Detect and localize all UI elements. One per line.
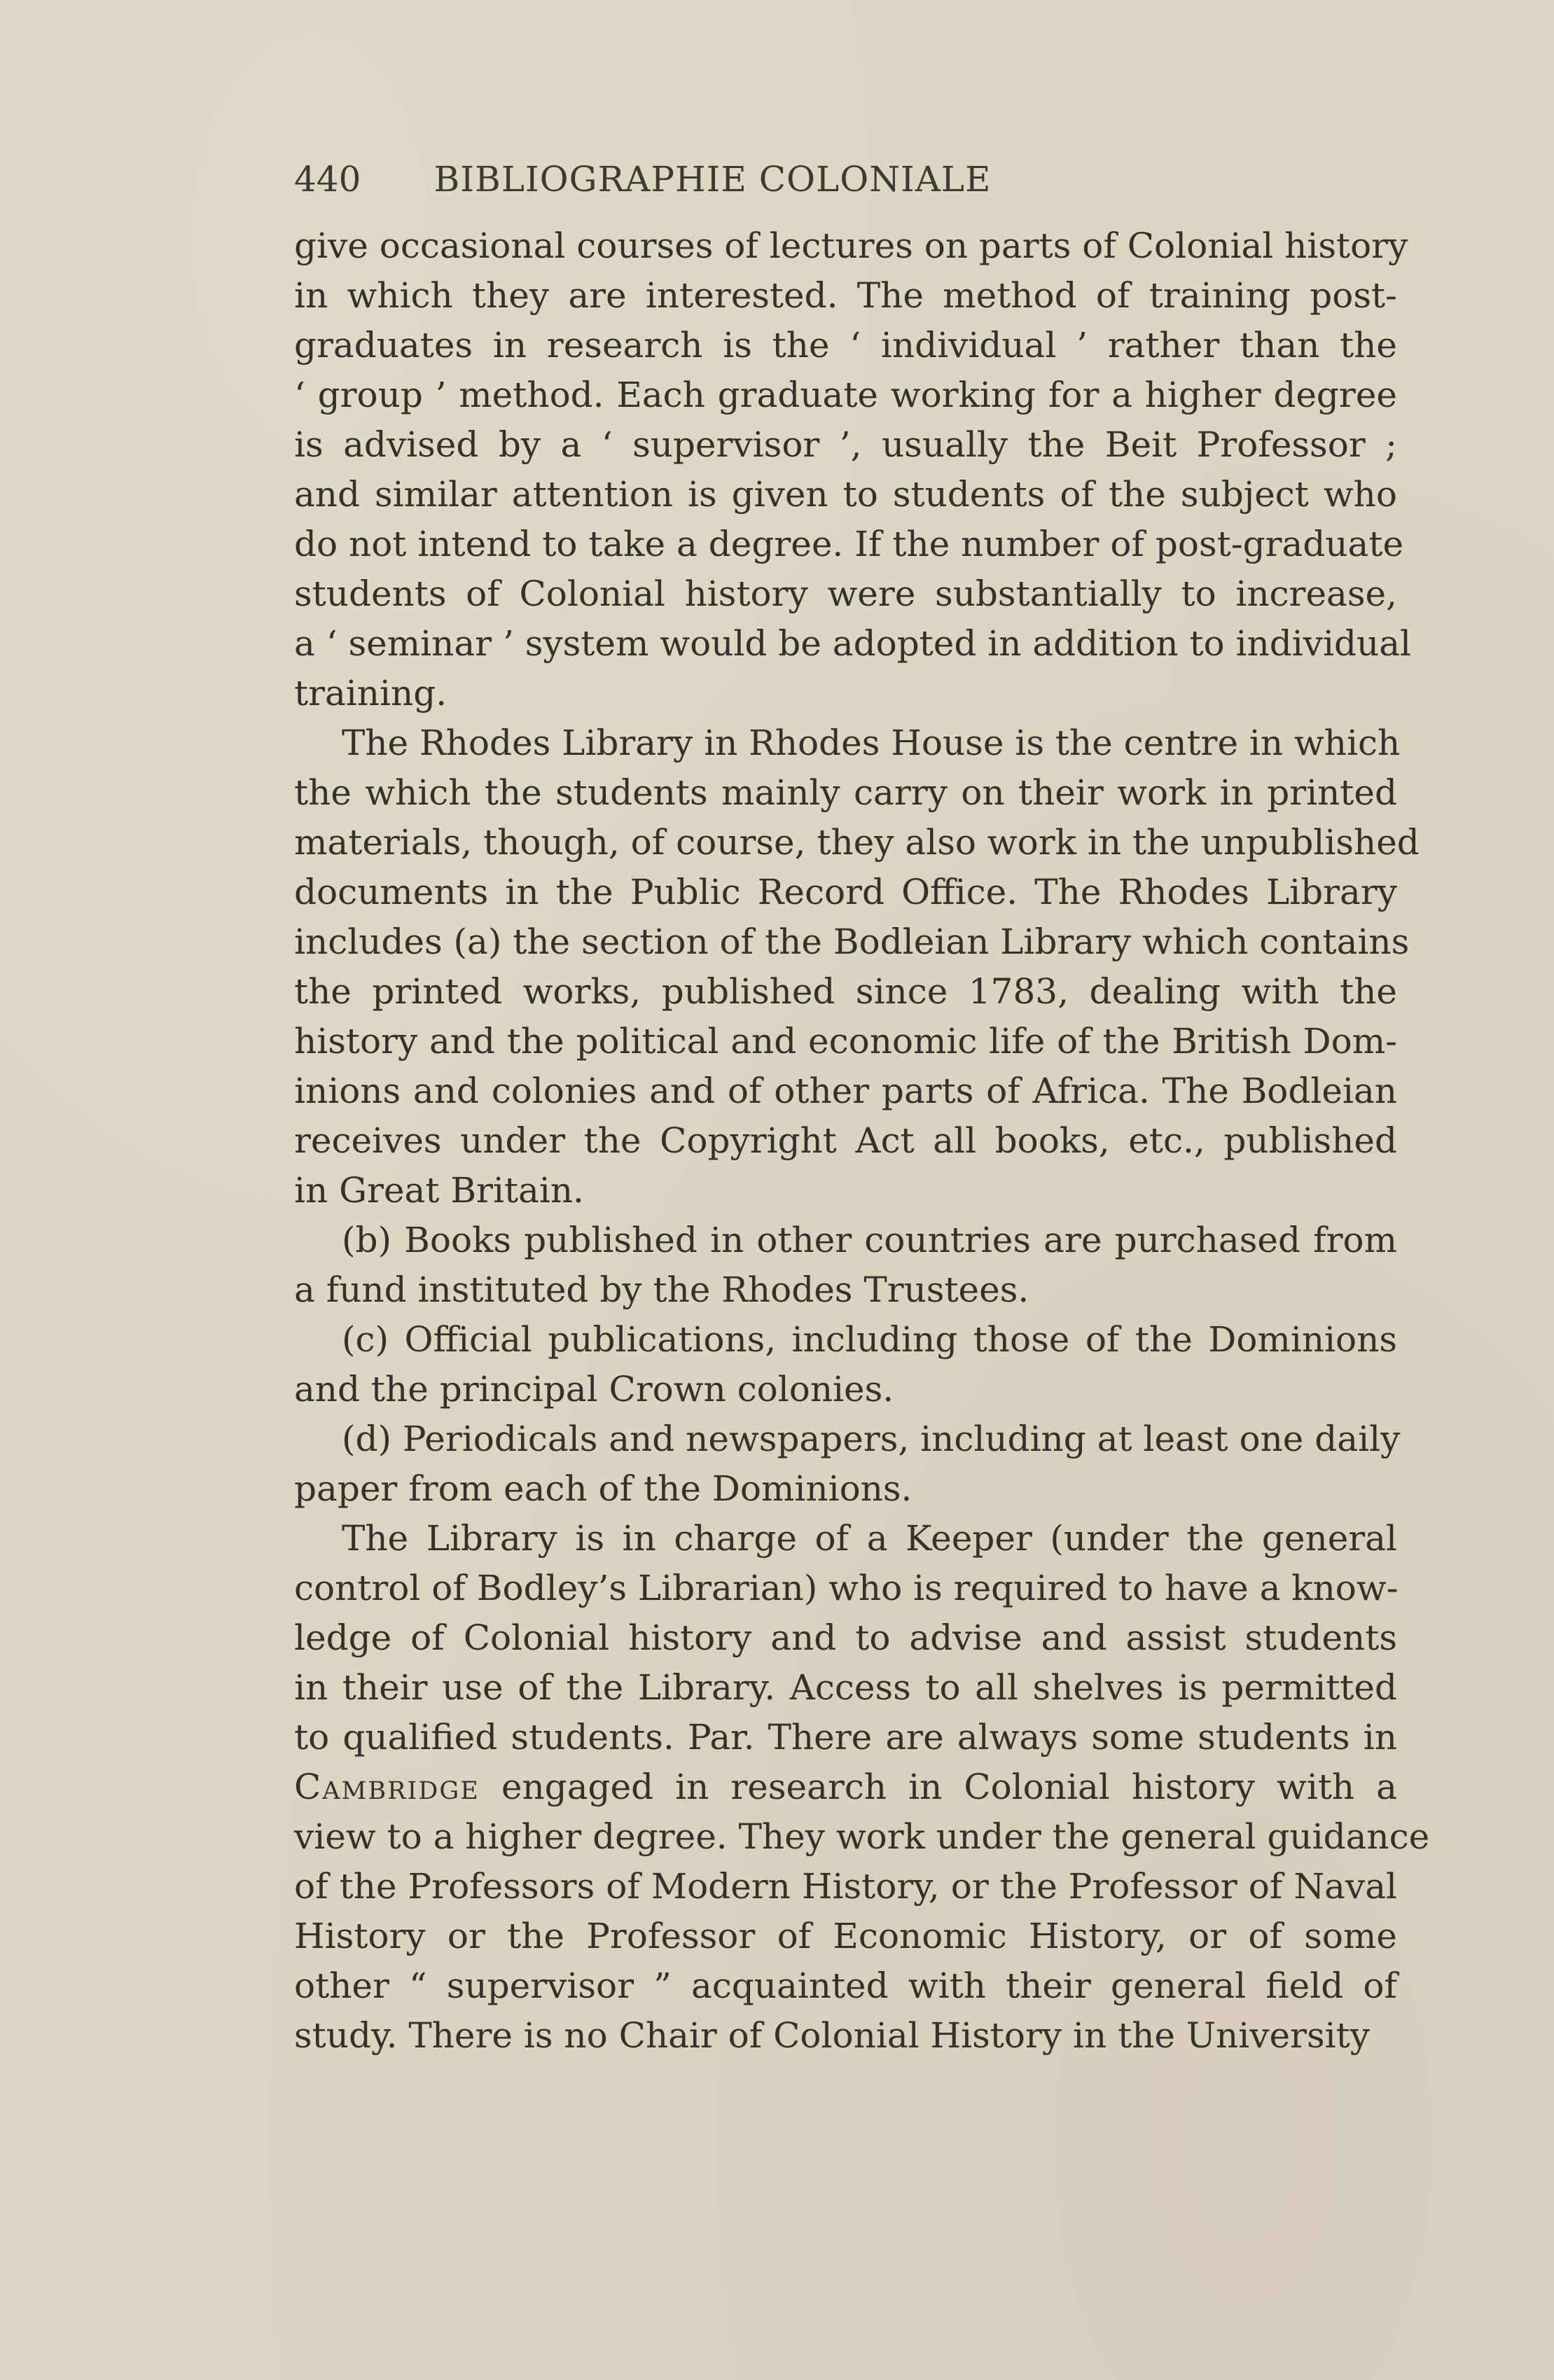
text-line: give occasional courses of lectures on parts of Colonial history [294,225,1408,266]
text-line: The Rhodes Library in Rhodes House is the centre in which [342,723,1401,763]
page-number: 440 [294,159,361,200]
text-line: the printed works, published since 1783, dealing with the [294,971,1397,1012]
text-line: and similar attention is given to students of the subject who [294,474,1397,515]
text-line: students of Colonial history were substantially to increase, [294,573,1397,614]
text-line: ledge of Colonial history and to advise and assist students [294,1617,1397,1658]
text-line: study. There is no Chair of Colonial History in the University [294,2015,1370,2056]
text-line-with-smallcaps [294,1762,1397,1812]
page-header [294,155,1131,203]
text-line: receives under the Copyright Act all books, etc., published [294,1120,1397,1161]
body-text [294,221,1430,2061]
text-line: do not intend to take a degree. If the number of post-graduate [294,524,1404,564]
text-line: is advised by a ‘ supervisor ’, usually the Beit Professor ; [294,424,1397,465]
text-line: History or the Professor of Economic History, or of some [294,1916,1397,1956]
text-line: other “ supervisor ” acquainted with their general field of [294,1965,1397,2006]
text-line-remainder: engaged in research in Colonial history with a [501,1767,1397,1807]
text-line: (b) Books published in other countries are purchased from [342,1220,1397,1260]
text-line: control of Bodley’s Librarian) who is required to have a know- [294,1568,1399,1608]
text-line: ‘ group ’ method. Each graduate working for a higher degree [294,375,1397,415]
text-line: in which they are interested. The method of training post- [294,275,1397,316]
text-line: includes (a) the section of the Bodleian Library which contains [294,921,1410,962]
text-line: (c) Official publications, including those of the Dominions [342,1319,1397,1360]
text-line: inions and colonies and of other parts of Africa. The Bodleian [294,1071,1397,1111]
text-line: in Great Britain. [294,1170,584,1211]
text-line: and the principal Crown colonies. [294,1369,894,1410]
text-line: view to a higher degree. They work under the general guidance [294,1816,1430,1857]
text-line: in their use of the Library. Access to all shelves is permitted [294,1667,1397,1708]
smallcaps-word: Cambridge [294,1767,480,1807]
text-line: a fund instituted by the Rhodes Trustees. [294,1269,1029,1310]
text-line: (d) Periodicals and newspapers, including at least one daily [342,1419,1401,1459]
text-line: to qualified students. Par. There are always some students in [294,1717,1397,1758]
text-line: of the Professors of Modern History, or the Professor of Naval [294,1866,1397,1907]
text-line: The Library is in charge of a Keeper (under the general [342,1518,1397,1559]
text-line: history and the political and economic life of the British Dom- [294,1021,1397,1062]
text-line: materials, though, of course, they also work in the unpublished [294,822,1420,863]
text-line: paper from each of the Dominions. [294,1468,913,1509]
running-head: BIBLIOGRAPHIE COLONIALE [433,159,992,200]
text-line: the which the students mainly carry on their work in printed [294,772,1397,813]
text-line: training. [294,673,448,714]
text-line: a ‘ seminar ’ system would be adopted in addition to individual [294,623,1411,664]
text-line: graduates in research is the ‘ individual ’ rather than the [294,325,1397,366]
text-line: documents in the Public Record Office. The Rhodes Library [294,872,1397,912]
